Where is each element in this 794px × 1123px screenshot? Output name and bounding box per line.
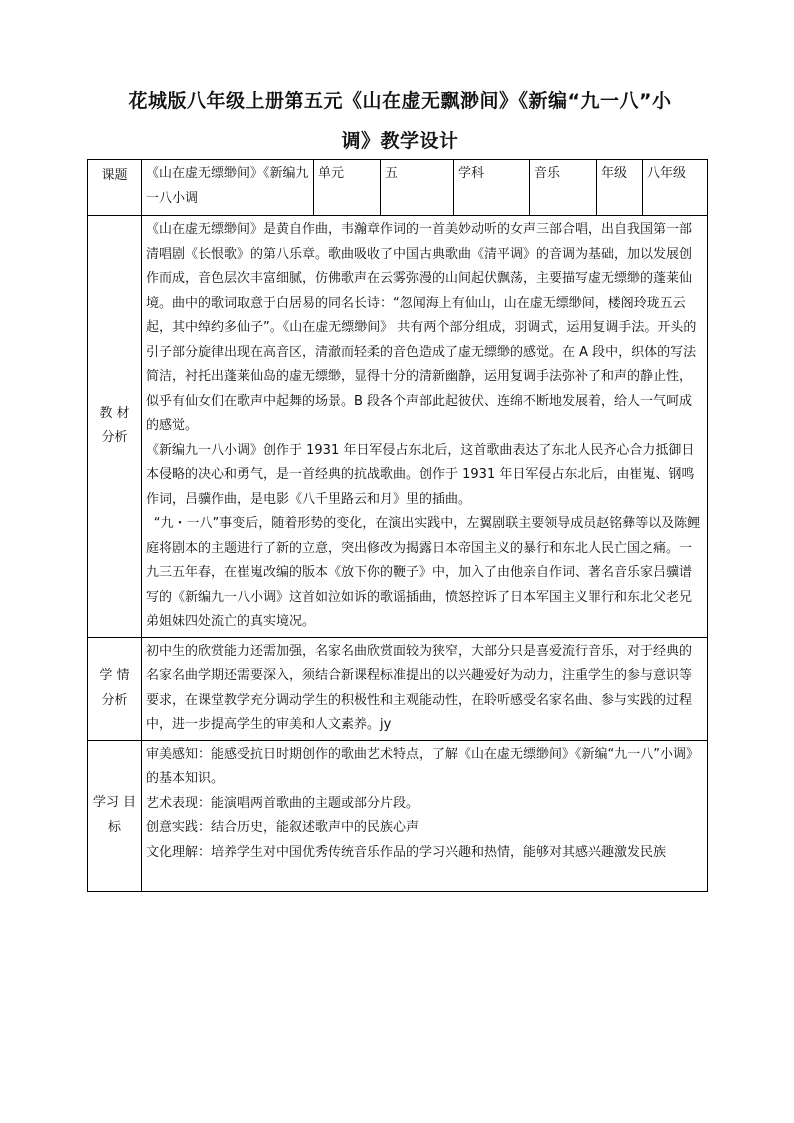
unit-value: 五 bbox=[381, 160, 454, 216]
material-paragraph-2: 《新编九一八小调》创作于 1931 年日军侵占东北后，这首歌曲表达了东北人民齐心合力抵御日本侵略的决心和勇气，是一首经典的抗战歌曲。创作于 1931 年日军侵占东北后，由崔嵬、钢鸣作词，吕骥作曲，是电影《八千里路云和月》里的插曲。 bbox=[146, 442, 695, 507]
material-paragraph-1: 《山在虚无缥缈间》是黄自作曲，韦瀚章作词的一首美妙动听的女声三部合唱，出自我国第一部清唱剧《长恨歌》的第八乐章。歌曲吸收了中国古典歌曲《清平调》的音调为基础，加以发展创作而成，音色层次丰富细腻，仿佛歌声在云雾弥漫的山间起伏飘荡，主要描写虚无缥缈的蓬莱仙境。曲中的歌词取意于白居易的同名长诗：“忽闻海上有仙山，山在虚无缥缈间，楼阁玲珑五云起，其中绰约多仙子”。《山在虚无缥缈间》 共有两个部分组成，羽调式，运用复调手法。开头的引子部分旋律出现在高音区，清澈而轻柔的音色造成了虚无缥缈的感觉。在 A 段中，织体的写法简洁，衬托出蓬莱仙岛的虚无缥缈，显得十分的清新幽静，运用复调手法弥补了和声的静止性，似乎有仙女们在歌声中起舞的场景。B 段各个声部此起彼伏、连绵不断地发展着，给人一气呵成的感觉。 bbox=[146, 222, 697, 433]
material-row bbox=[88, 216, 708, 638]
grade-label: 年级 bbox=[597, 160, 643, 216]
grade-value: 八年级 bbox=[643, 160, 708, 216]
objective-item-1: 审美感知：能感受抗日时期创作的歌曲艺术特点，了解《山在虚无缥缈间》《新编“九一八”小调》的基本知识。 bbox=[146, 746, 699, 786]
material-content bbox=[142, 216, 708, 638]
lesson-plan-table bbox=[87, 159, 708, 892]
unit-label: 单元 bbox=[314, 160, 381, 216]
objective-item-3: 创意实践：结合历史，能叙述歌声中的民族心声 bbox=[146, 820, 420, 835]
material-label: 教 材 分析 bbox=[88, 216, 142, 638]
objectives-label: 学习 目标 bbox=[88, 740, 142, 891]
page-title-line-1: 花城版八年级上册第五元《山在虚无飘渺间》《新编“九一八”小 bbox=[128, 90, 672, 112]
topic-value: 《山在虚无缥缈间》《新编九一八小调 bbox=[142, 160, 314, 216]
students-content bbox=[142, 637, 708, 740]
objectives-row bbox=[88, 740, 708, 891]
header-row bbox=[88, 160, 708, 216]
students-paragraph: 初中生的欣赏能力还需加强，名家名曲欣赏面较为狭窄，大部分只是喜爱流行音乐，对于经典的名家名曲学期还需要深入，须结合新课程标准提出的以兴趣爱好为动力，注重学生的参与意识等要求，在课堂教学充分调动学生的积极性和主观能动性，在聆听感受名家名曲、参与实践的过程中，进一步提高学生的审美和人文素养。jy bbox=[146, 643, 693, 732]
subject-label: 学科 bbox=[454, 160, 530, 216]
page-title-line-2: 调》教学设计 bbox=[341, 130, 459, 152]
objective-item-4: 文化理解：培养学生对中国优秀传统音乐作品的学习兴趣和热情，能够对其感兴趣激发民族 bbox=[146, 844, 667, 860]
objectives-content bbox=[142, 740, 708, 891]
students-label: 学 情 分析 bbox=[88, 637, 142, 740]
material-paragraph-3: “九・一八”事变后，随着形势的变化，在演出实践中，左翼剧联主要领导成员赵铭彝等以及陈鲤庭将剧本的主题进行了新的立意，突出修改为揭露日本帝国主义的暴行和东北人民亡国之痛。一九三五年春，在崔嵬改编的版本《放下你的鞭子》中，加入了由他亲自作词、著名音乐家吕骥谱写的《新编九一八小调》这首如泣如诉的歌谣插曲，愤怒控诉了日本军国主义罪行和东北父老兄弟姐妹四处流亡的真实境况。 bbox=[146, 516, 701, 629]
topic-label: 课题 bbox=[88, 160, 142, 216]
students-row bbox=[88, 637, 708, 740]
subject-value: 音乐 bbox=[530, 160, 597, 216]
objective-item-2: 艺术表现：能演唱两首歌曲的主题或部分片段。 bbox=[146, 795, 420, 811]
